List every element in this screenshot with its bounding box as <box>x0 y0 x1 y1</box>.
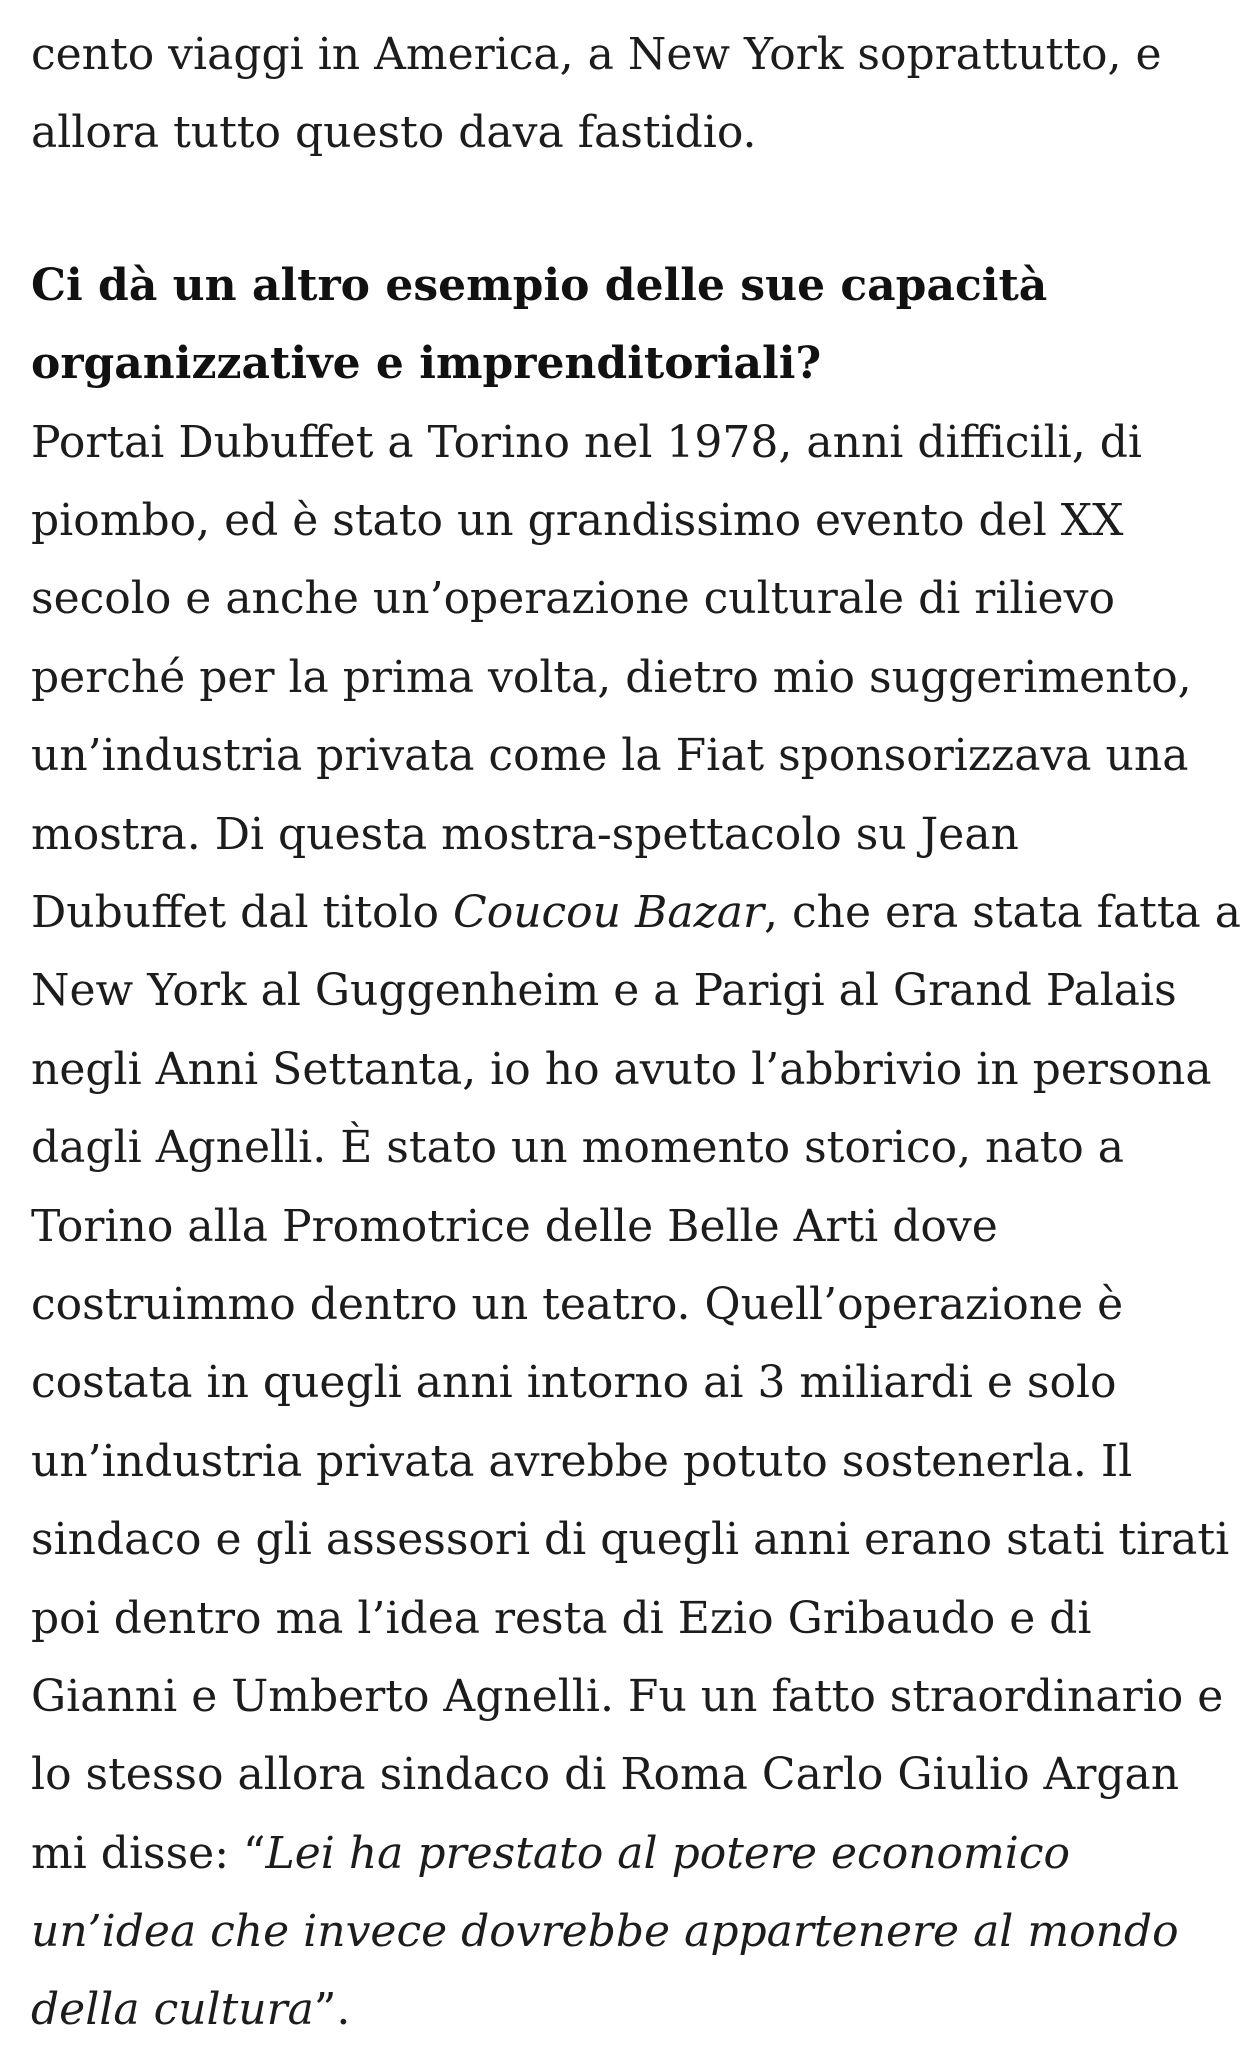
quote-line <box>31 1902 1179 1962</box>
answer-text: Dubuffet dal titolo <box>31 887 454 938</box>
paragraph-line: allora tutto questo dava fastidio. <box>31 107 757 158</box>
answer-line: secolo e anche un’operazione culturale di rilievo <box>31 573 1115 624</box>
paragraph-line: cento viaggi in America, a New York soprattutto, e <box>31 29 1162 80</box>
answer-line: poi dentro ma l’idea resta di Ezio Gribaudo e di <box>31 1593 1092 1644</box>
quote-text: un’idea che invece dovrebbe appartenere al mondo <box>31 1906 1179 1957</box>
exhibition-title: Coucou Bazar <box>453 887 764 938</box>
answer-line: mostra. Di questa mostra-spettacolo su Jean <box>31 809 1019 860</box>
quote-line <box>31 1980 350 2040</box>
quote-text: della cultura <box>31 1984 314 2035</box>
interview-question: organizzative e imprenditoriali? <box>31 338 822 389</box>
answer-line: Portai Dubuffet a Torino nel 1978, anni difficili, di <box>31 417 1142 468</box>
answer-text: mi disse: “ <box>31 1828 266 1879</box>
answer-line: New York al Guggenheim e a Parigi al Grand Palais <box>31 965 1177 1016</box>
answer-text: ”. <box>313 1984 351 2035</box>
answer-line: perché per la prima volta, dietro mio suggerimento, <box>31 652 1192 703</box>
answer-line: Torino alla Promotrice delle Belle Arti dove <box>31 1201 998 1252</box>
answer-line: costruimmo dentro un teatro. Quell’operazione è <box>31 1279 1124 1330</box>
answer-line: un’industria privata come la Fiat sponsorizzava una <box>31 730 1189 781</box>
answer-line: dagli Agnelli. È stato un momento storico, nato a <box>31 1122 1125 1173</box>
answer-line-title <box>31 883 1241 943</box>
answer-text: , che era stata fatta a <box>764 887 1241 938</box>
answer-line: piombo, ed è stato un grandissimo evento del XX <box>31 495 1124 546</box>
answer-line: un’industria privata avrebbe potuto sostenerla. Il <box>31 1436 1133 1487</box>
answer-line: sindaco e gli assessori di quegli anni erano stati tirati <box>31 1514 1230 1565</box>
answer-line: costata in quegli anni intorno ai 3 miliardi e solo <box>31 1357 1117 1408</box>
quote-text: Lei ha prestato al potere economico <box>265 1828 1070 1879</box>
answer-line: lo stesso allora sindaco di Roma Carlo Giulio Argan <box>31 1749 1180 1800</box>
answer-line: Gianni e Umberto Agnelli. Fu un fatto straordinario e <box>31 1671 1224 1722</box>
quote-line <box>31 1824 1070 1884</box>
answer-line: negli Anni Settanta, io ho avuto l’abbrivio in persona <box>31 1044 1212 1095</box>
interview-question: Ci dà un altro esempio delle sue capacità <box>31 260 1048 311</box>
